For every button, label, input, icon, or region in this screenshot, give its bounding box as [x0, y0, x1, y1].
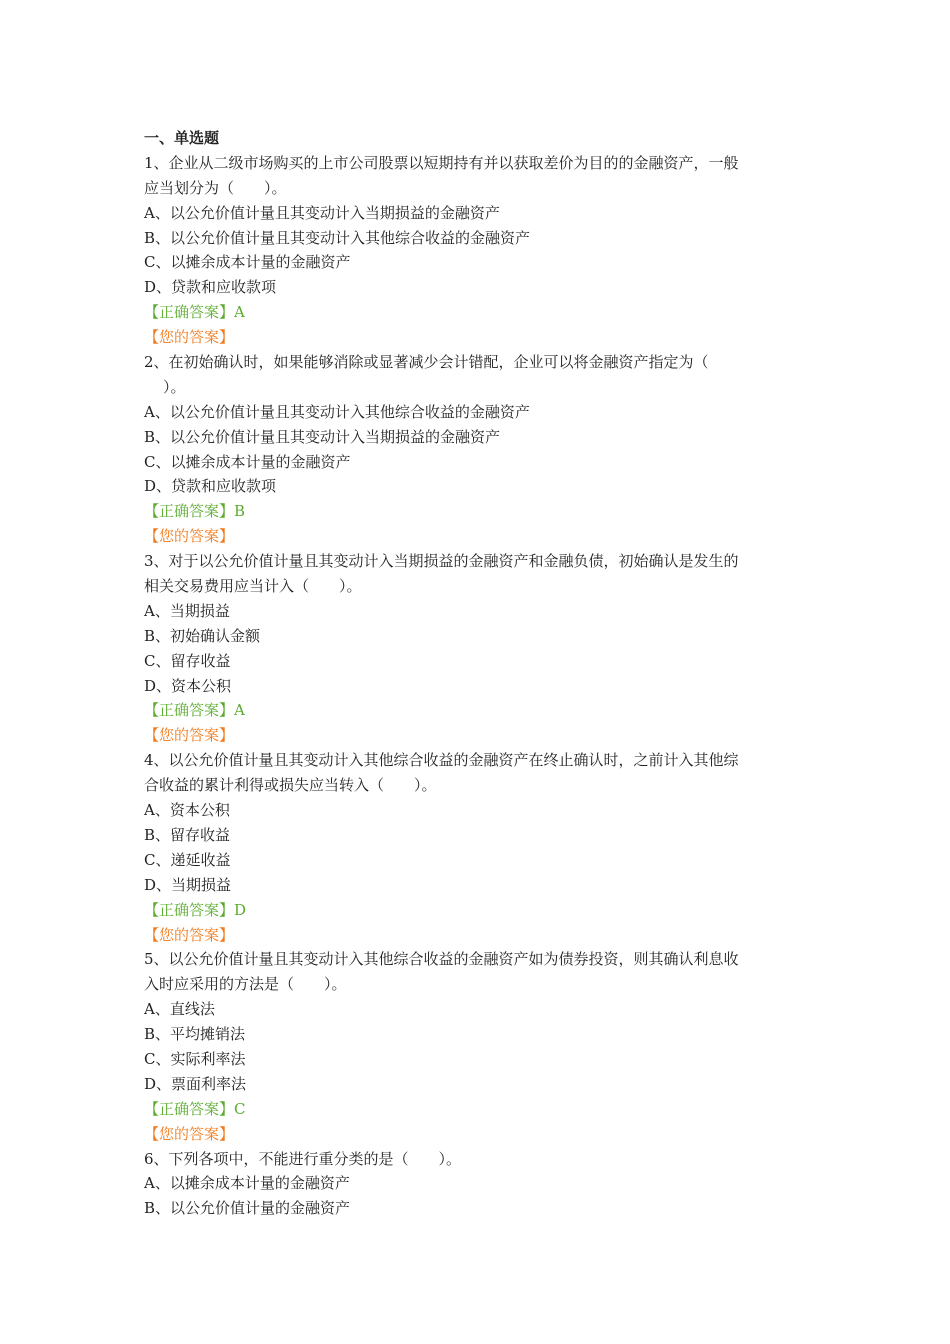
correct-answer: [144, 1097, 810, 1122]
option-b: B、以公允价值计量且其变动计入其他综合收益的金融资产: [144, 228, 531, 247]
section-title: 一、单选题: [144, 129, 220, 147]
option-d: D、贷款和应收款项: [144, 278, 277, 297]
question-text-line: 应当划分为（ ）。: [144, 178, 287, 197]
question-6: [144, 1147, 810, 1222]
question-text-line: 6、下列各项中，不能进行重分类的是（ ）。: [144, 1149, 462, 1168]
question-text-line: 相关交易费用应当计入（ ）。: [144, 577, 362, 596]
your-answer: 【您的答案】: [144, 925, 235, 944]
correct-answer-label: 【正确答案】: [144, 502, 235, 521]
option-a: A、资本公积: [144, 801, 230, 820]
option-c: C、以摊余成本计量的金融资产: [144, 452, 351, 471]
your-answer: 【您的答案】: [144, 527, 235, 546]
option-d: D、资本公积: [144, 676, 232, 695]
correct-answer-label: 【正确答案】: [144, 701, 235, 720]
your-answer: 【您的答案】: [144, 726, 235, 745]
question-1: [144, 151, 810, 350]
option-d: D、贷款和应收款项: [144, 477, 277, 496]
correct-answer-label: 【正确答案】: [144, 303, 235, 322]
option-b: B、以公允价值计量且其变动计入当期损益的金融资产: [144, 427, 501, 446]
option-d: D、当期损益: [144, 875, 232, 894]
option-c: C、递延收益: [144, 850, 231, 869]
correct-answer: [144, 698, 810, 723]
correct-answer-value: B: [234, 502, 246, 521]
option-a: A、以公允价值计量且其变动计入当期损益的金融资产: [144, 203, 500, 222]
question-5: [144, 947, 810, 1146]
option-b: B、初始确认金额: [144, 626, 261, 645]
option-a: A、直线法: [144, 1000, 215, 1019]
option-c: C、实际利率法: [144, 1049, 246, 1068]
document-content: [144, 126, 810, 1221]
question-text-line: 入时应采用的方法是（ ）。: [144, 975, 347, 994]
option-c: C、留存收益: [144, 651, 231, 670]
option-b: B、以公允价值计量的金融资产: [144, 1199, 351, 1218]
option-b: B、平均摊销法: [144, 1025, 246, 1044]
your-answer: 【您的答案】: [144, 328, 235, 347]
question-text-line: 2、在初始确认时，如果能够消除或显著减少会计错配，企业可以将金融资产指定为（: [144, 353, 709, 372]
option-a: A、以摊余成本计量的金融资产: [144, 1174, 350, 1193]
question-4: [144, 748, 810, 947]
your-answer: 【您的答案】: [144, 1124, 235, 1143]
correct-answer-label: 【正确答案】: [144, 900, 235, 919]
question-text-line: 3、对于以公允价值计量且其变动计入当期损益的金融资产和金融负债，初始确认是发生的: [144, 552, 739, 571]
correct-answer-value: A: [234, 303, 245, 322]
correct-answer-value: D: [234, 900, 247, 919]
correct-answer-value: C: [234, 1099, 246, 1118]
option-a: A、当期损益: [144, 601, 230, 620]
option-c: C、以摊余成本计量的金融资产: [144, 253, 351, 272]
option-d: D、票面利率法: [144, 1074, 247, 1093]
correct-answer: [144, 499, 810, 524]
question-text-line: ）。: [163, 377, 186, 396]
question-text-line: 5、以公允价值计量且其变动计入其他综合收益的金融资产如为债券投资，则其确认利息收: [144, 950, 739, 969]
correct-answer-value: A: [234, 701, 245, 720]
option-a: A、以公允价值计量且其变动计入其他综合收益的金融资产: [144, 402, 530, 421]
question-text-line: 4、以公允价值计量且其变动计入其他综合收益的金融资产在终止确认时，之前计入其他综: [144, 751, 739, 770]
question-text-line: 合收益的累计利得或损失应当转入（ ）。: [144, 776, 437, 795]
question-3: [144, 549, 810, 748]
question-2: [144, 350, 810, 549]
correct-answer: [144, 898, 810, 923]
correct-answer-label: 【正确答案】: [144, 1099, 235, 1118]
correct-answer: [144, 300, 810, 325]
question-text-line: 1、企业从二级市场购买的上市公司股票以短期持有并以获取差价为目的的金融资产，一般: [144, 153, 739, 172]
option-b: B、留存收益: [144, 825, 231, 844]
